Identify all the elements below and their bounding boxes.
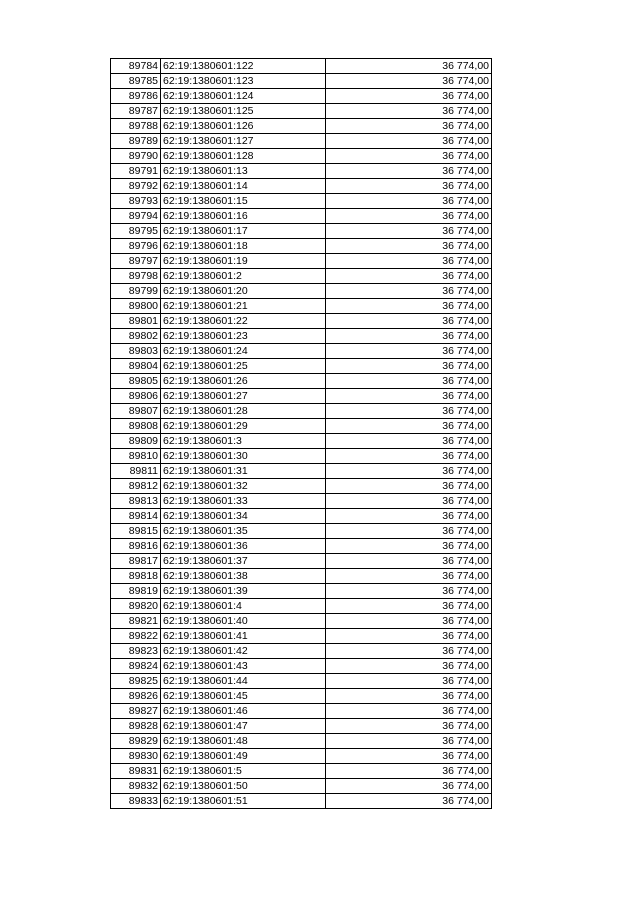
table-row <box>111 794 492 809</box>
cadastral-value-cell: 36 774,00 <box>326 449 492 464</box>
cadastral-number-cell: 62:19:1380601:45 <box>161 689 326 704</box>
cadastral-value-cell: 36 774,00 <box>326 794 492 809</box>
row-number-cell: 89809 <box>111 434 161 449</box>
cadastral-number-cell: 62:19:1380601:24 <box>161 344 326 359</box>
row-number-cell: 89823 <box>111 644 161 659</box>
row-number-cell: 89791 <box>111 164 161 179</box>
table-row <box>111 179 492 194</box>
cadastral-value-cell: 36 774,00 <box>326 314 492 329</box>
row-number-cell: 89831 <box>111 764 161 779</box>
table-row <box>111 644 492 659</box>
cadastral-number-cell: 62:19:1380601:49 <box>161 749 326 764</box>
cadastral-value-cell: 36 774,00 <box>326 299 492 314</box>
row-number-cell: 89833 <box>111 794 161 809</box>
cadastral-number-cell: 62:19:1380601:25 <box>161 359 326 374</box>
row-number-cell: 89787 <box>111 104 161 119</box>
cadastral-value-cell: 36 774,00 <box>326 224 492 239</box>
row-number-cell: 89805 <box>111 374 161 389</box>
cadastral-value-cell: 36 774,00 <box>326 749 492 764</box>
cadastral-value-table <box>110 58 492 809</box>
cadastral-number-cell: 62:19:1380601:31 <box>161 464 326 479</box>
cadastral-value-cell: 36 774,00 <box>326 119 492 134</box>
row-number-cell: 89815 <box>111 524 161 539</box>
cadastral-value-cell: 36 774,00 <box>326 194 492 209</box>
cadastral-value-cell: 36 774,00 <box>326 779 492 794</box>
table-row <box>111 599 492 614</box>
row-number-cell: 89822 <box>111 629 161 644</box>
table-row <box>111 434 492 449</box>
row-number-cell: 89796 <box>111 239 161 254</box>
cadastral-value-cell: 36 774,00 <box>326 344 492 359</box>
cadastral-value-cell: 36 774,00 <box>326 524 492 539</box>
row-number-cell: 89828 <box>111 719 161 734</box>
table-row <box>111 239 492 254</box>
cadastral-value-cell: 36 774,00 <box>326 419 492 434</box>
row-number-cell: 89804 <box>111 359 161 374</box>
table-row <box>111 629 492 644</box>
row-number-cell: 89816 <box>111 539 161 554</box>
cadastral-number-cell: 62:19:1380601:20 <box>161 284 326 299</box>
table-row <box>111 464 492 479</box>
cadastral-number-cell: 62:19:1380601:19 <box>161 254 326 269</box>
row-number-cell: 89829 <box>111 734 161 749</box>
cadastral-number-cell: 62:19:1380601:51 <box>161 794 326 809</box>
cadastral-number-cell: 62:19:1380601:127 <box>161 134 326 149</box>
cadastral-value-cell: 36 774,00 <box>326 74 492 89</box>
cadastral-value-cell: 36 774,00 <box>326 284 492 299</box>
cadastral-number-cell: 62:19:1380601:37 <box>161 554 326 569</box>
row-number-cell: 89789 <box>111 134 161 149</box>
table-row <box>111 494 492 509</box>
row-number-cell: 89793 <box>111 194 161 209</box>
table-row <box>111 539 492 554</box>
cadastral-value-cell: 36 774,00 <box>326 404 492 419</box>
cadastral-value-cell: 36 774,00 <box>326 389 492 404</box>
table-row <box>111 719 492 734</box>
table-row <box>111 584 492 599</box>
row-number-cell: 89813 <box>111 494 161 509</box>
cadastral-number-cell: 62:19:1380601:21 <box>161 299 326 314</box>
table-row <box>111 419 492 434</box>
cadastral-number-cell: 62:19:1380601:2 <box>161 269 326 284</box>
row-number-cell: 89818 <box>111 569 161 584</box>
row-number-cell: 89797 <box>111 254 161 269</box>
row-number-cell: 89827 <box>111 704 161 719</box>
row-number-cell: 89810 <box>111 449 161 464</box>
cadastral-number-cell: 62:19:1380601:40 <box>161 614 326 629</box>
cadastral-value-cell: 36 774,00 <box>326 374 492 389</box>
cadastral-value-cell: 36 774,00 <box>326 329 492 344</box>
cadastral-number-cell: 62:19:1380601:15 <box>161 194 326 209</box>
table-row <box>111 509 492 524</box>
cadastral-value-cell: 36 774,00 <box>326 149 492 164</box>
cadastral-value-cell: 36 774,00 <box>326 659 492 674</box>
cadastral-number-cell: 62:19:1380601:47 <box>161 719 326 734</box>
row-number-cell: 89784 <box>111 59 161 74</box>
cadastral-number-cell: 62:19:1380601:44 <box>161 674 326 689</box>
cadastral-number-cell: 62:19:1380601:128 <box>161 149 326 164</box>
cadastral-number-cell: 62:19:1380601:23 <box>161 329 326 344</box>
cadastral-value-cell: 36 774,00 <box>326 569 492 584</box>
cadastral-number-cell: 62:19:1380601:17 <box>161 224 326 239</box>
row-number-cell: 89794 <box>111 209 161 224</box>
cadastral-value-cell: 36 774,00 <box>326 464 492 479</box>
cadastral-value-cell: 36 774,00 <box>326 644 492 659</box>
table-row <box>111 659 492 674</box>
table-row <box>111 344 492 359</box>
cadastral-number-cell: 62:19:1380601:29 <box>161 419 326 434</box>
cadastral-number-cell: 62:19:1380601:3 <box>161 434 326 449</box>
cadastral-number-cell: 62:19:1380601:22 <box>161 314 326 329</box>
cadastral-number-cell: 62:19:1380601:14 <box>161 179 326 194</box>
table-row <box>111 254 492 269</box>
cadastral-value-cell: 36 774,00 <box>326 209 492 224</box>
row-number-cell: 89798 <box>111 269 161 284</box>
table-body <box>111 59 492 809</box>
cadastral-value-cell: 36 774,00 <box>326 689 492 704</box>
cadastral-number-cell: 62:19:1380601:28 <box>161 404 326 419</box>
table-row <box>111 359 492 374</box>
cadastral-number-cell: 62:19:1380601:126 <box>161 119 326 134</box>
cadastral-number-cell: 62:19:1380601:48 <box>161 734 326 749</box>
row-number-cell: 89785 <box>111 74 161 89</box>
cadastral-value-cell: 36 774,00 <box>326 269 492 284</box>
cadastral-number-cell: 62:19:1380601:18 <box>161 239 326 254</box>
table-row <box>111 329 492 344</box>
table-row <box>111 689 492 704</box>
cadastral-value-cell: 36 774,00 <box>326 554 492 569</box>
table-row <box>111 779 492 794</box>
cadastral-value-cell: 36 774,00 <box>326 479 492 494</box>
table-row <box>111 284 492 299</box>
cadastral-number-cell: 62:19:1380601:46 <box>161 704 326 719</box>
table-row <box>111 269 492 284</box>
table-row <box>111 59 492 74</box>
row-number-cell: 89792 <box>111 179 161 194</box>
cadastral-number-cell: 62:19:1380601:33 <box>161 494 326 509</box>
cadastral-number-cell: 62:19:1380601:16 <box>161 209 326 224</box>
table-row <box>111 749 492 764</box>
table-row <box>111 554 492 569</box>
table-row <box>111 89 492 104</box>
row-number-cell: 89832 <box>111 779 161 794</box>
cadastral-value-cell: 36 774,00 <box>326 179 492 194</box>
row-number-cell: 89817 <box>111 554 161 569</box>
cadastral-number-cell: 62:19:1380601:27 <box>161 389 326 404</box>
table-row <box>111 119 492 134</box>
table-row <box>111 449 492 464</box>
cadastral-number-cell: 62:19:1380601:26 <box>161 374 326 389</box>
cadastral-value-cell: 36 774,00 <box>326 509 492 524</box>
table-row <box>111 74 492 89</box>
table-row <box>111 479 492 494</box>
table-row <box>111 374 492 389</box>
cadastral-number-cell: 62:19:1380601:43 <box>161 659 326 674</box>
cadastral-value-cell: 36 774,00 <box>326 434 492 449</box>
table-row <box>111 299 492 314</box>
table-row <box>111 524 492 539</box>
row-number-cell: 89801 <box>111 314 161 329</box>
row-number-cell: 89824 <box>111 659 161 674</box>
row-number-cell: 89788 <box>111 119 161 134</box>
cadastral-value-cell: 36 774,00 <box>326 539 492 554</box>
cadastral-number-cell: 62:19:1380601:35 <box>161 524 326 539</box>
table-row <box>111 389 492 404</box>
table-row <box>111 164 492 179</box>
cadastral-number-cell: 62:19:1380601:125 <box>161 104 326 119</box>
cadastral-number-cell: 62:19:1380601:36 <box>161 539 326 554</box>
row-number-cell: 89826 <box>111 689 161 704</box>
cadastral-number-cell: 62:19:1380601:124 <box>161 89 326 104</box>
row-number-cell: 89807 <box>111 404 161 419</box>
table-row <box>111 569 492 584</box>
cadastral-value-cell: 36 774,00 <box>326 734 492 749</box>
cadastral-value-cell: 36 774,00 <box>326 239 492 254</box>
cadastral-value-cell: 36 774,00 <box>326 719 492 734</box>
row-number-cell: 89803 <box>111 344 161 359</box>
cadastral-number-cell: 62:19:1380601:34 <box>161 509 326 524</box>
cadastral-number-cell: 62:19:1380601:38 <box>161 569 326 584</box>
row-number-cell: 89790 <box>111 149 161 164</box>
cadastral-value-cell: 36 774,00 <box>326 614 492 629</box>
row-number-cell: 89808 <box>111 419 161 434</box>
cadastral-value-cell: 36 774,00 <box>326 104 492 119</box>
cadastral-number-cell: 62:19:1380601:123 <box>161 74 326 89</box>
table-row <box>111 209 492 224</box>
cadastral-value-cell: 36 774,00 <box>326 629 492 644</box>
cadastral-number-cell: 62:19:1380601:30 <box>161 449 326 464</box>
row-number-cell: 89830 <box>111 749 161 764</box>
row-number-cell: 89821 <box>111 614 161 629</box>
table-row <box>111 764 492 779</box>
table-row <box>111 734 492 749</box>
row-number-cell: 89800 <box>111 299 161 314</box>
table-row <box>111 614 492 629</box>
table-row <box>111 314 492 329</box>
cadastral-value-cell: 36 774,00 <box>326 674 492 689</box>
cadastral-value-cell: 36 774,00 <box>326 164 492 179</box>
row-number-cell: 89806 <box>111 389 161 404</box>
cadastral-number-cell: 62:19:1380601:32 <box>161 479 326 494</box>
cadastral-number-cell: 62:19:1380601:39 <box>161 584 326 599</box>
table-row <box>111 134 492 149</box>
row-number-cell: 89795 <box>111 224 161 239</box>
row-number-cell: 89799 <box>111 284 161 299</box>
table-row <box>111 704 492 719</box>
cadastral-value-cell: 36 774,00 <box>326 59 492 74</box>
cadastral-value-cell: 36 774,00 <box>326 764 492 779</box>
cadastral-number-cell: 62:19:1380601:50 <box>161 779 326 794</box>
cadastral-value-cell: 36 774,00 <box>326 359 492 374</box>
table-row <box>111 674 492 689</box>
table-row <box>111 224 492 239</box>
cadastral-value-cell: 36 774,00 <box>326 599 492 614</box>
cadastral-number-cell: 62:19:1380601:41 <box>161 629 326 644</box>
cadastral-number-cell: 62:19:1380601:122 <box>161 59 326 74</box>
cadastral-value-cell: 36 774,00 <box>326 254 492 269</box>
cadastral-number-cell: 62:19:1380601:13 <box>161 164 326 179</box>
row-number-cell: 89820 <box>111 599 161 614</box>
row-number-cell: 89819 <box>111 584 161 599</box>
cadastral-number-cell: 62:19:1380601:4 <box>161 599 326 614</box>
table-row <box>111 149 492 164</box>
row-number-cell: 89802 <box>111 329 161 344</box>
cadastral-value-cell: 36 774,00 <box>326 704 492 719</box>
row-number-cell: 89825 <box>111 674 161 689</box>
cadastral-value-cell: 36 774,00 <box>326 584 492 599</box>
cadastral-value-cell: 36 774,00 <box>326 89 492 104</box>
cadastral-number-cell: 62:19:1380601:5 <box>161 764 326 779</box>
cadastral-value-cell: 36 774,00 <box>326 494 492 509</box>
table-row <box>111 194 492 209</box>
row-number-cell: 89811 <box>111 464 161 479</box>
table-row <box>111 404 492 419</box>
cadastral-value-cell: 36 774,00 <box>326 134 492 149</box>
row-number-cell: 89786 <box>111 89 161 104</box>
row-number-cell: 89814 <box>111 509 161 524</box>
row-number-cell: 89812 <box>111 479 161 494</box>
table-row <box>111 104 492 119</box>
cadastral-number-cell: 62:19:1380601:42 <box>161 644 326 659</box>
